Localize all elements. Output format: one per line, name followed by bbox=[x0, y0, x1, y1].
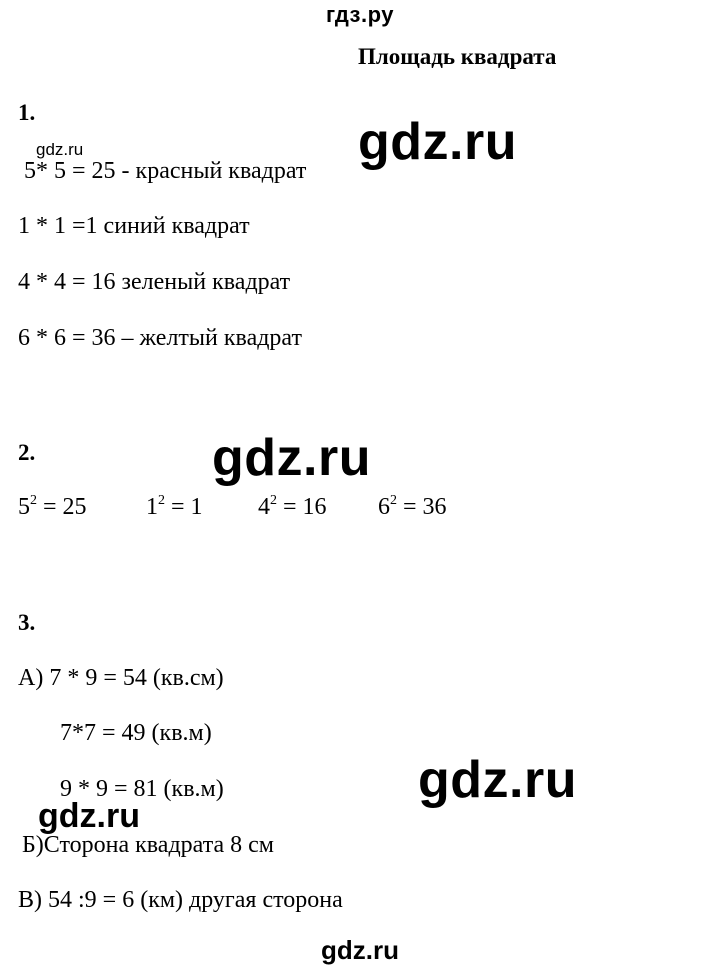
task-3-line-b: Б)Сторона квадрата 8 см bbox=[22, 832, 274, 858]
task-1-number: 1. bbox=[18, 100, 36, 125]
watermark-small: gdz.ru bbox=[36, 140, 84, 159]
page-title: Площадь квадрата bbox=[358, 44, 557, 69]
power-1 bbox=[18, 494, 87, 521]
task-3-number: 3. bbox=[18, 610, 36, 635]
task-1-line-4: 6 * 6 = 36 – желтый квадрат bbox=[18, 325, 302, 351]
task-3-line-a: А) 7 * 9 = 54 (кв.см) bbox=[18, 665, 224, 691]
task-3-line-a2: 7*7 = 49 (кв.м) bbox=[60, 720, 212, 746]
watermark-big-2: gdz.ru bbox=[212, 429, 371, 487]
power-2 bbox=[146, 494, 203, 521]
power-1-rest: = 25 bbox=[37, 494, 87, 520]
task-1-line-1: 5* 5 = 25 - красный квадрат bbox=[24, 158, 307, 184]
power-2-rest: = 1 bbox=[165, 494, 203, 520]
power-1-exp: 2 bbox=[30, 493, 37, 508]
power-2-exp: 2 bbox=[158, 493, 165, 508]
power-4-rest: = 36 bbox=[397, 494, 447, 520]
watermark-top: гдз.ру bbox=[326, 2, 394, 27]
power-4-exp: 2 bbox=[390, 493, 397, 508]
watermark-big-3: gdz.ru bbox=[418, 751, 577, 809]
watermark-big-1: gdz.ru bbox=[358, 113, 517, 171]
task-2-number: 2. bbox=[18, 440, 36, 465]
watermark-bottom: gdz.ru bbox=[321, 935, 399, 965]
task-3-line-c: В) 54 :9 = 6 (км) другая сторона bbox=[18, 887, 343, 913]
power-3-rest: = 16 bbox=[277, 494, 327, 520]
power-3-exp: 2 bbox=[270, 493, 277, 508]
power-3-base: 4 bbox=[258, 494, 270, 520]
task-1-line-3: 4 * 4 = 16 зеленый квадрат bbox=[18, 269, 291, 295]
power-2-base: 1 bbox=[146, 494, 158, 520]
power-1-base: 5 bbox=[18, 494, 30, 520]
power-4-base: 6 bbox=[378, 494, 390, 520]
task-3-line-a3: 9 * 9 = 81 (кв.м) bbox=[60, 776, 224, 802]
watermark-medium: gdz.ru bbox=[38, 797, 140, 835]
power-3 bbox=[258, 494, 327, 521]
task-1-line-2: 1 * 1 =1 синий квадрат bbox=[18, 213, 250, 239]
power-4 bbox=[378, 494, 447, 521]
